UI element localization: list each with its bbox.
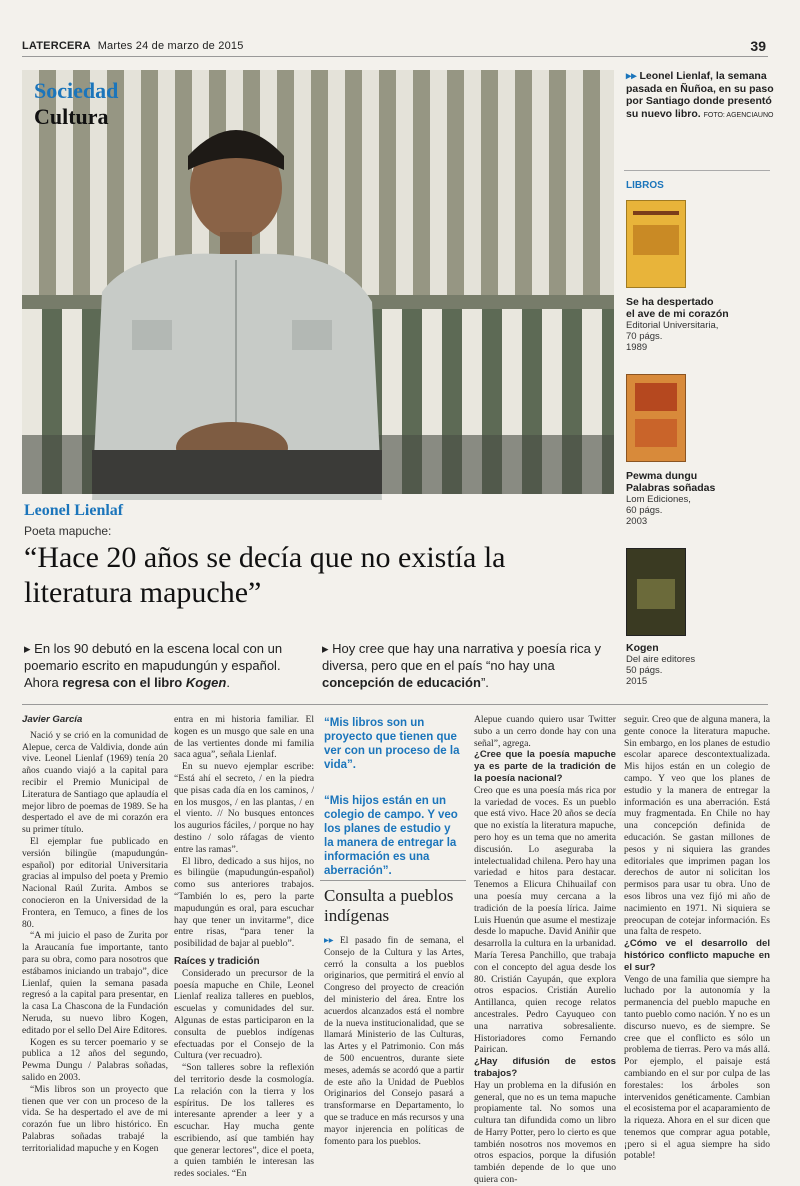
triangle-icon: ▸	[322, 641, 329, 656]
paragraph: “Son talleres sobre la reflexión del territorio desde la cosmología. La relación con la tierra y los espíritus. De los talleres es interesante aprender a leer y a escuchar. Hay mucha gente escribiendo, así que también hay que generar lectores”, dice el poeta, a quien también le interesan las redes sociales. “En	[174, 1062, 314, 1180]
paragraph: Alepue cuando quiero usar Twitter subo a un cerro donde hay con una señal”, agrega.	[474, 714, 616, 749]
paragraph: Considerado un precursor de la poesía mapuche en Chile, Leonel Lienlaf realiza talleres en pueblos, escuelas y comunidades del sur. Algunas de estas participaron en la consulta de pueblos indígenas efectuadas por el Consejo de la Cultura (ver recuadro).	[174, 967, 314, 1062]
interview-question: ¿Hay difusión de estos trabajos?	[474, 1056, 616, 1079]
paragraph: Creo que es una poesía más rica por la variedad de voces. Es un pueblo que está vivo. Hace 20 años se decía que no existía la literatura mapuche, pero hoy es un tema que no amerita discusión. Lo aseguraba la intelectualidad chilena. Pero hay una variedad e hitos para destacar. Tenemos a Elicura Chihuailaf con una poesía muy cercana a la tradición de la poesía lírica. Jaime Luis Huenún que asume el mestizaje desde lo mapuche. David Aniñir que desarrolla la cultura en la urbanidad. María Teresa Panchillo, que trabaja con el concepto del agua desde los 80. Cristián Cayupán, que explora otros espacios. Cristián Aurelio Antillanca, quien recoge relatos ancestrales. Pedro Cayuqueo con una narrativa sobresaliente. Historiadores como Fernando Pairican.	[474, 784, 616, 1056]
book-pages: 70 págs.	[626, 331, 663, 342]
book-cover	[626, 200, 686, 288]
bullet-bold: regresa con el libro	[62, 675, 186, 690]
photo-illustration	[22, 70, 614, 494]
photo-credit: FOTO: AGENCIAUNO	[703, 111, 774, 119]
subject-name: Leonel Lienlaf	[24, 502, 124, 519]
body-column-5	[624, 714, 770, 1162]
interview-question: ¿Cómo ve el desarrollo del histórico conflicto mapuche en el sur?	[624, 938, 770, 973]
sidebar-rule	[624, 170, 770, 171]
sidebar-text	[324, 936, 464, 1162]
byline: Javier García	[22, 714, 83, 725]
pullquote: “Mis hijos están en un colegio de campo. Y veo los planes de estudio y la manera de entregar la información es una aberración”.	[324, 795, 458, 877]
subheading: Raíces y tradición	[174, 955, 260, 967]
bullet-2	[322, 640, 612, 691]
book-year: 2015	[626, 676, 648, 687]
paragraph: Kogen es su tercer poemario y se publica a 12 años del segundo, Pewma Dungu / Palabras soñadas, salido en 2003.	[22, 1036, 168, 1083]
bullet-text: Hoy cree que hay una narrativa y poesía rica y diversa, pero que en el país “no hay una	[322, 641, 601, 673]
masthead	[22, 40, 244, 52]
main-photo	[22, 70, 614, 494]
bullet-end: ”.	[480, 675, 489, 690]
caption-arrow-icon: ▸▸	[626, 70, 640, 82]
triangle-icon: ▸	[24, 641, 31, 656]
book-subtitle: el ave de mi corazón	[626, 308, 729, 320]
body-column-2	[174, 714, 314, 1180]
paragraph: entra en mi historia familiar. El kogen es un musgo que sale en una de las vertientes donde mi familia saca agua”, señala Lienlaf.	[174, 714, 314, 761]
book-info	[626, 296, 776, 353]
book-cover	[626, 374, 686, 462]
book-title: Kogen	[626, 642, 659, 654]
sidebar-title: Consulta a pueblos indígenas	[324, 886, 454, 925]
paragraph: Vengo de una familia que siempre ha luchado por la autonomía y la permanencia del pueblo mapuche en tanto pueblo como nación. Y no es un discurso nuevo, es de siempre. Se cree que el conflicto es sólo un problema de tierras. Pero va más allá. Por ejemplo, el paisaje está cambiando en el sur por culpa de las forestales: los árboles son intervenidos genéticamente. Cambian el ecosistema por el acaparamiento de la riqueza. Ahora en el sur dicen que tenemos que comprar agua potable, ¡pero si el agua siempre ha sido potable!	[624, 973, 770, 1162]
body-column-1	[22, 714, 168, 1159]
paragraph: El ejemplar fue publicado en versión bilingüe (mapudungún-español) por editorial Universitaria gracias al impulso del poeta y Premio Nacional Raúl Zurita. Ambos se conocieron en la Universidad de la Frontera, en Temuco, a fines de los 80.	[22, 835, 168, 930]
bullet-1	[24, 640, 314, 691]
paragraph: “A mi juicio el paso de Zurita por la Araucanía fue importante, tanto para su obra, como para nosotros que estábamos iniciando un trabajo”, dice Lienlaf, quien la semana pasada regresó a la capital para presentar, en la casa La Chascona de la Fundación Neruda, su nuevo libro Kogen, editado por el sello Del Aire Editores.	[22, 930, 168, 1036]
headline: “Hace 20 años se decía que no existía la literatura mapuche”	[24, 541, 506, 609]
bullet-text: En los 90 debutó en la escena local con un poemario escrito en mapudungún y español. Ahora	[24, 641, 283, 690]
newspaper-name: LATERCERA	[22, 40, 91, 52]
subsection-label: Cultura	[34, 104, 109, 129]
book-publisher: Lom Ediciones,	[626, 494, 691, 505]
body-column-4	[474, 714, 616, 1186]
paragraph: El libro, dedicado a sus hijos, no es bilingüe (mapudungún-español) como sus anteriores trabajos. “También lo es, pero la parte mapudungún es oral, para escuchar hay que tener un invitarme”, dice entre risas, “para tener la posibilidad de bajar al pueblo”.	[174, 855, 314, 950]
subject-role: Poeta mapuche:	[24, 524, 112, 538]
body-rule	[22, 704, 768, 705]
book-publisher: Del aire editores	[626, 654, 696, 665]
caption-text: Leonel Lienlaf, la semana pasada en Ñuñoa, en su paso por Santiago donde presentó su nuevo libro.	[626, 70, 774, 120]
issue-date: Martes 24 de marzo de 2015	[97, 40, 244, 52]
paragraph: Nació y se crió en la comunidad de Alepue, cerca de Valdivia, donde aún vive. Leonel Lienlaf (1969) tenía 20 años cuando viajó a la capital para recibir el Premio Municipal de Literatura de Santiago que aplaudía el mejor libro de poemas de 1989. Se ha despertado el ave de mi corazón era su primer título.	[22, 729, 168, 836]
pullquote: “Mis libros son un proyecto que tienen que ver con un proceso de la vida”.	[324, 717, 460, 771]
paragraph: En su nuevo ejemplar escribe: “Está ahí el secreto, / en la piedra que pisas cada día en los caminos, / en los musgos, / en las plantas, / en el viento. // No busques entonces los augurios fáciles, / porque no hay destino / solo ráfagas de viento entre las ramas”.	[174, 761, 314, 855]
paragraph: seguir. Creo que de alguna manera, la gente conoce la literatura mapuche. Sin embargo, en los planes de estudio escolar aparece descontextualizada. Mis hijos están en un colegio de campo. Y veo que los planes de estudio y la manera de entregar la información es una aberración. Está muy fragmentada. En Chile no hay una concepción definida de educación. Se gastan millones de pesos y ni siquiera las grandes editoriales que imprimen pagan los derechos de autor ni solicitan los permisos para usar tu obra. Uno de esos libros una vez fijó mi año de nacimiento en 1971. Ni siquiera se preocupan de cotejar información. Es una falta de respeto.	[624, 714, 770, 938]
book-publisher: Editorial Universitaria,	[626, 320, 719, 331]
book-year: 1989	[626, 342, 648, 353]
book-info	[626, 642, 776, 687]
interview-question: ¿Cree que la poesía mapuche ya es parte de la tradición de la poesía nacional?	[474, 749, 616, 784]
book-title: Pewma dungu	[626, 470, 698, 482]
sidebar-body: El pasado fin de semana, el Consejo de la Cultura y las Artes, cerró la consulta a los pueblos originarios, que permitirá el envío al Congreso del proyecto de creación del ministerio del área. Entre los acuerdos alcanzados está el nombre de la nueva institucionalidad, que se llamará Ministerio de las Culturas, las Artes y el Patrimonio. Con más de 500 encuentros, durante siete meses, además se acordó que a partir de este año la Unidad de Pueblos Originarios del Consejo pasará a transformarse en Departamento, lo que se traduce en más recursos y una mayor injerencia en políticas de fomento para los pueblos.	[324, 936, 464, 1147]
books-label: LIBROS	[626, 180, 664, 191]
page-number: 39	[750, 38, 766, 54]
book-pages: 50 págs.	[626, 665, 663, 676]
book-pages: 60 págs.	[626, 505, 663, 516]
book-cover	[626, 548, 686, 636]
bullet-italic: Kogen	[185, 675, 227, 690]
sidebar-arrow-icon: ▸▸	[324, 936, 341, 946]
header-rule	[22, 56, 768, 57]
book-year: 2003	[626, 516, 648, 527]
paragraph: “Mis libros son un proyecto que tienen que ver con un proceso de la vida. Se ha despertado el ave de mi corazón fue un libro histórico. En Palabras soñadas trabajé la territorialidad mapuche y en Kogen	[22, 1083, 168, 1154]
book-subtitle: Palabras soñadas	[626, 482, 716, 494]
photo-caption	[626, 70, 776, 122]
paragraph: Hay un problema en la difusión en general, que no es un tema mapuche propiamente tal. No somos una cultura tan difundida como un libro de Harry Potter, pero lo cierto es que también nosotros nos movemos en otros espacios, porque la difusión también depende de lo que uno quiera con-	[474, 1079, 616, 1186]
section-label: Sociedad	[34, 78, 119, 103]
bullet-bold: concepción de educación	[322, 675, 481, 690]
book-info	[626, 470, 776, 527]
bullet-end: .	[226, 675, 230, 690]
book-title: Se ha despertado	[626, 296, 714, 308]
